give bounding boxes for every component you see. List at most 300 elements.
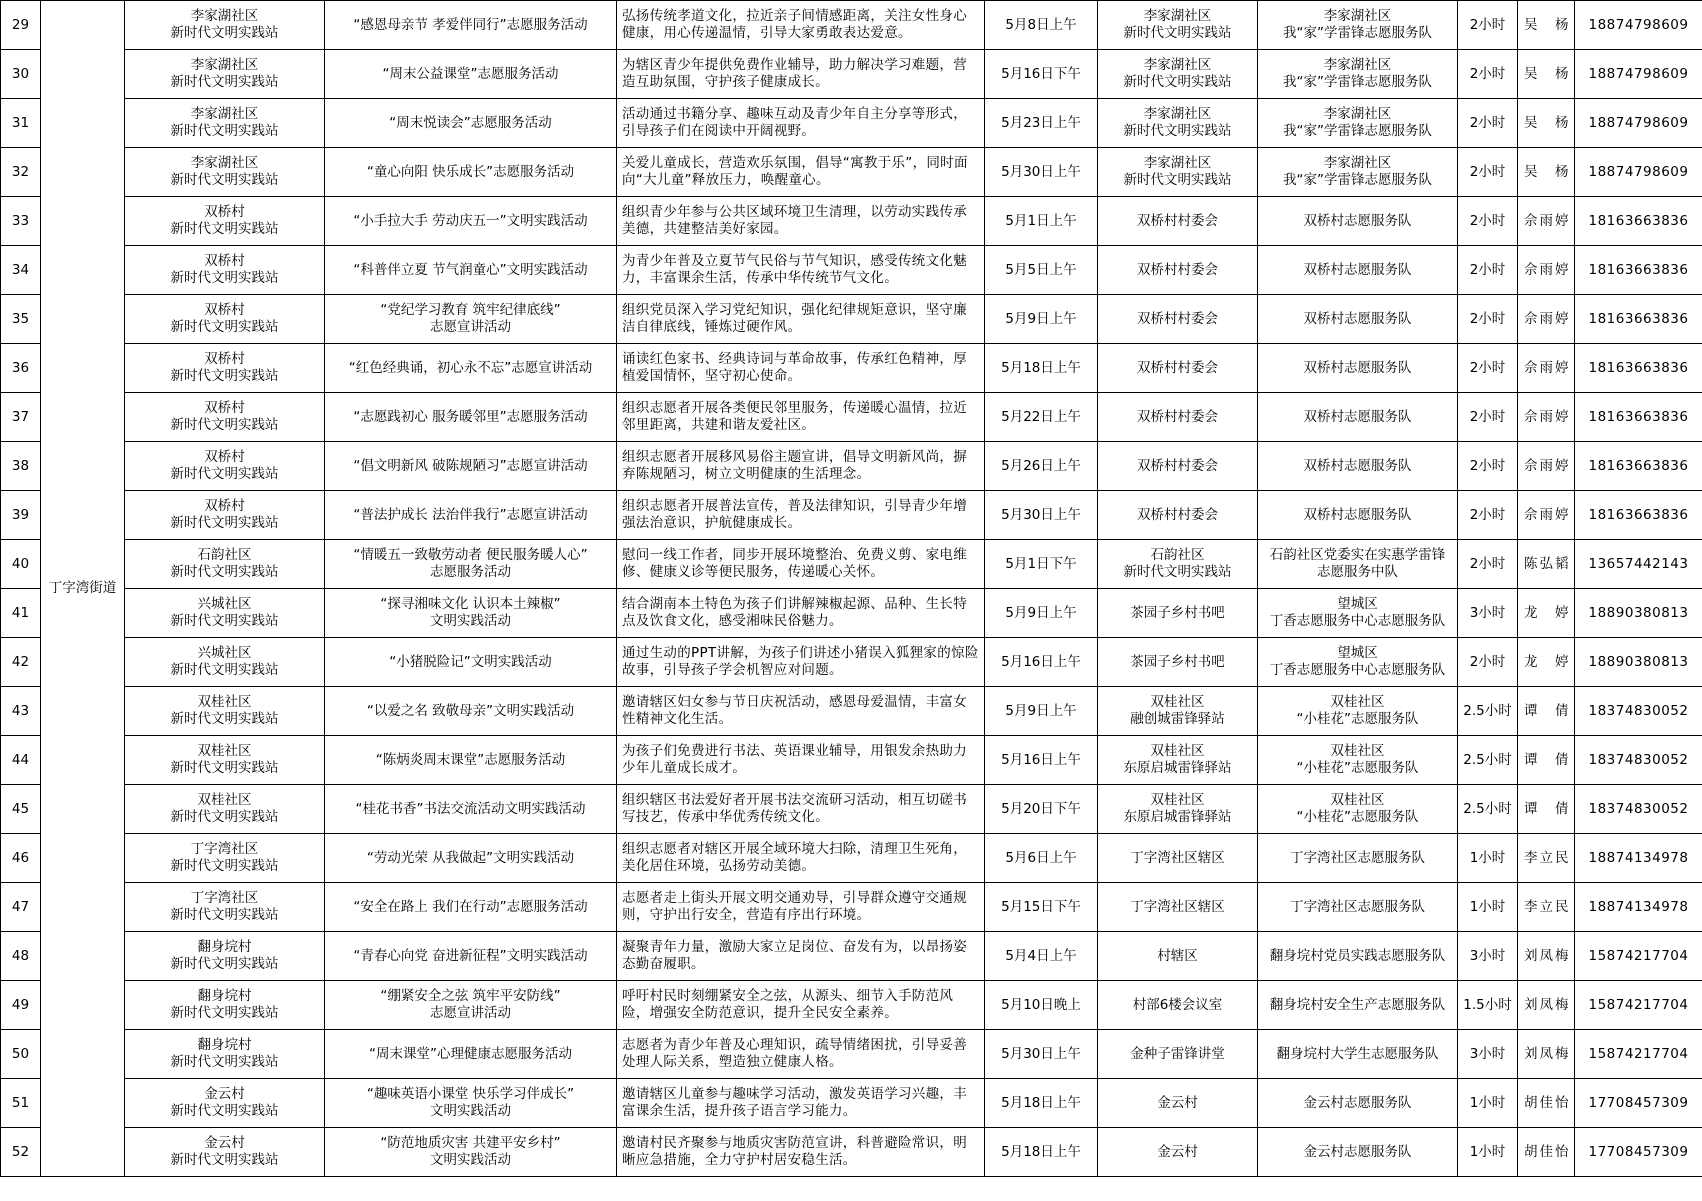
activity-name-cell bbox=[325, 197, 617, 246]
activity-place-line: 双桥村村委会 bbox=[1137, 310, 1218, 327]
activity-name-line: “小手拉大手 劳动庆五一”文明实践活动 bbox=[353, 212, 588, 229]
practice-site-line: 丁字湾社区 bbox=[190, 890, 259, 906]
contact-phone-cell: 18874134978 bbox=[1575, 834, 1702, 883]
contact-phone-cell: 17708457309 bbox=[1575, 1128, 1702, 1177]
practice-site-line: 新时代文明实践站 bbox=[170, 1054, 279, 1070]
practice-site-line: 新时代文明实践站 bbox=[170, 564, 279, 580]
practice-site-line: 翻身垸村 bbox=[197, 939, 252, 955]
activity-name-cell bbox=[325, 1128, 617, 1177]
contact-phone-cell: 18163663836 bbox=[1575, 246, 1702, 295]
activity-time-cell: 5月9日上午 bbox=[985, 687, 1098, 736]
volunteer-team-line: 李家湖社区 bbox=[1323, 57, 1392, 73]
practice-site-cell bbox=[125, 1030, 325, 1079]
activity-time-cell: 5月26日上午 bbox=[985, 442, 1098, 491]
activity-place-cell bbox=[1098, 197, 1258, 246]
contact-phone-cell: 18874134978 bbox=[1575, 883, 1702, 932]
table-row bbox=[1, 785, 1702, 834]
practice-site-line: 新时代文明实践站 bbox=[170, 1005, 279, 1021]
activity-place-line: 金云村 bbox=[1157, 1094, 1198, 1111]
row-number-cell: 32 bbox=[1, 148, 41, 197]
contact-phone-cell: 18374830052 bbox=[1575, 736, 1702, 785]
volunteer-team-cell bbox=[1258, 687, 1458, 736]
duration-cell: 3小时 bbox=[1458, 1030, 1518, 1079]
practice-site-line: 新时代文明实践站 bbox=[170, 466, 279, 482]
activity-name-cell bbox=[325, 687, 617, 736]
row-number-cell: 36 bbox=[1, 344, 41, 393]
activity-place-line: 双桂社区 bbox=[1150, 694, 1205, 710]
practice-site-cell bbox=[125, 393, 325, 442]
practice-site-cell bbox=[125, 99, 325, 148]
practice-site-line: 翻身垸村 bbox=[197, 1037, 252, 1053]
activity-description-cell: 志愿者为青少年普及心理知识，疏导情绪困扰，引导妥善处理人际关系，塑造独立健康人格。 bbox=[617, 1030, 985, 1079]
activity-place-line: 李家湖社区 bbox=[1143, 106, 1212, 122]
practice-site-cell bbox=[125, 246, 325, 295]
practice-site-cell bbox=[125, 197, 325, 246]
practice-site-cell bbox=[125, 785, 325, 834]
activity-name-cell bbox=[325, 1, 617, 50]
duration-cell: 1小时 bbox=[1458, 883, 1518, 932]
activity-name-line: 志愿服务活动 bbox=[430, 564, 511, 580]
volunteer-team-cell bbox=[1258, 1128, 1458, 1177]
row-number-cell: 42 bbox=[1, 638, 41, 687]
activity-place-cell bbox=[1098, 1079, 1258, 1128]
activity-place-line: 李家湖社区 bbox=[1143, 57, 1212, 73]
practice-site-line: 新时代文明实践站 bbox=[170, 760, 279, 776]
activity-place-line: 东原启城雷锋驿站 bbox=[1123, 760, 1232, 776]
practice-site-cell bbox=[125, 883, 325, 932]
practice-site-line: 双桂社区 bbox=[197, 694, 252, 710]
contact-phone-cell: 18890380813 bbox=[1575, 638, 1702, 687]
activity-name-cell bbox=[325, 834, 617, 883]
activity-name-line: 志愿宣讲活动 bbox=[430, 1005, 511, 1021]
table-row bbox=[1, 246, 1702, 295]
table-row bbox=[1, 932, 1702, 981]
activity-description-cell: 邀请辖区妇女参与节日庆祝活动，感恩母爱温情，丰富女性精神文化生活。 bbox=[617, 687, 985, 736]
practice-site-line: 李家湖社区 bbox=[190, 155, 259, 171]
duration-cell: 2.5小时 bbox=[1458, 687, 1518, 736]
practice-site-line: 兴城社区 bbox=[197, 596, 252, 612]
activity-place-line: 双桂社区 bbox=[1150, 743, 1205, 759]
contact-person-cell: 谭 倩 bbox=[1518, 736, 1575, 785]
practice-site-line: 双桥村 bbox=[204, 449, 245, 465]
practice-site-cell bbox=[125, 932, 325, 981]
activity-place-line: 丁字湾社区辖区 bbox=[1130, 849, 1225, 866]
activity-place-cell bbox=[1098, 50, 1258, 99]
contact-phone-cell: 18163663836 bbox=[1575, 295, 1702, 344]
contact-person-cell: 佘雨婷 bbox=[1518, 295, 1575, 344]
activity-time-cell: 5月16日上午 bbox=[985, 736, 1098, 785]
activity-place-cell bbox=[1098, 442, 1258, 491]
activity-description-cell: 呼吁村民时刻绷紧安全之弦，从源头、细节入手防范风险，增强安全防范意识，提升全民安全素养。 bbox=[617, 981, 985, 1030]
contact-person-cell: 胡佳怡 bbox=[1518, 1128, 1575, 1177]
activity-name-line: “趣味英语小课堂 快乐学习伴成长” bbox=[366, 1086, 575, 1102]
volunteer-team-line: 李家湖社区 bbox=[1323, 155, 1392, 171]
volunteer-team-cell bbox=[1258, 540, 1458, 589]
volunteer-team-cell bbox=[1258, 883, 1458, 932]
activity-place-cell bbox=[1098, 1, 1258, 50]
volunteer-team-cell bbox=[1258, 393, 1458, 442]
practice-site-line: 新时代文明实践站 bbox=[170, 858, 279, 874]
table-row bbox=[1, 295, 1702, 344]
contact-person-cell: 胡佳怡 bbox=[1518, 1079, 1575, 1128]
volunteer-team-cell bbox=[1258, 981, 1458, 1030]
row-number-cell: 50 bbox=[1, 1030, 41, 1079]
practice-site-line: 新时代文明实践站 bbox=[170, 417, 279, 433]
activity-time-cell: 5月18日上午 bbox=[985, 1128, 1098, 1177]
row-number-cell: 47 bbox=[1, 883, 41, 932]
activity-time-cell: 5月1日下午 bbox=[985, 540, 1098, 589]
volunteer-team-line: 望城区 bbox=[1337, 596, 1378, 612]
activity-time-cell: 5月4日上午 bbox=[985, 932, 1098, 981]
activity-place-line: 丁字湾社区辖区 bbox=[1130, 898, 1225, 915]
practice-site-cell bbox=[125, 344, 325, 393]
activity-name-line: “绷紧安全之弦 筑牢平安防线” bbox=[380, 988, 561, 1004]
row-number-cell: 35 bbox=[1, 295, 41, 344]
activity-name-cell bbox=[325, 295, 617, 344]
practice-site-line: 新时代文明实践站 bbox=[170, 368, 279, 384]
volunteer-team-line: “小桂花”志愿服务队 bbox=[1296, 711, 1419, 727]
contact-phone-cell: 15874217704 bbox=[1575, 1030, 1702, 1079]
practice-site-line: 双桂社区 bbox=[197, 743, 252, 759]
practice-site-cell bbox=[125, 540, 325, 589]
activity-time-cell: 5月23日上午 bbox=[985, 99, 1098, 148]
practice-site-line: 石韵社区 bbox=[197, 547, 252, 563]
table-row bbox=[1, 99, 1702, 148]
contact-person-cell: 佘雨婷 bbox=[1518, 246, 1575, 295]
volunteer-team-line: 双桥村志愿服务队 bbox=[1303, 457, 1412, 474]
practice-site-line: 新时代文明实践站 bbox=[170, 74, 279, 90]
practice-site-cell bbox=[125, 442, 325, 491]
row-number-cell: 38 bbox=[1, 442, 41, 491]
contact-phone-cell: 18163663836 bbox=[1575, 491, 1702, 540]
row-number-cell: 48 bbox=[1, 932, 41, 981]
practice-site-cell bbox=[125, 491, 325, 540]
activity-description-cell: 诵读红色家书、经典诗词与革命故事，传承红色精神，厚植爱国情怀，坚守初心使命。 bbox=[617, 344, 985, 393]
contact-phone-cell: 18374830052 bbox=[1575, 785, 1702, 834]
contact-phone-cell: 18163663836 bbox=[1575, 442, 1702, 491]
activity-place-cell bbox=[1098, 148, 1258, 197]
volunteer-team-line: 我“家”学雷锋志愿服务队 bbox=[1283, 123, 1432, 139]
volunteer-team-line: 双桥村志愿服务队 bbox=[1303, 212, 1412, 229]
activity-place-cell bbox=[1098, 393, 1258, 442]
contact-person-cell: 吴 杨 bbox=[1518, 99, 1575, 148]
row-number-cell: 46 bbox=[1, 834, 41, 883]
row-number-cell: 33 bbox=[1, 197, 41, 246]
activity-name-cell bbox=[325, 785, 617, 834]
activity-description-cell: 慰问一线工作者，同步开展环境整治、免费义剪、家电维修、健康义诊等便民服务，传递暖心关怀。 bbox=[617, 540, 985, 589]
contact-person-cell: 佘雨婷 bbox=[1518, 344, 1575, 393]
practice-site-cell bbox=[125, 834, 325, 883]
activity-place-cell bbox=[1098, 344, 1258, 393]
activity-place-line: 双桥村村委会 bbox=[1137, 212, 1218, 229]
practice-site-line: 新时代文明实践站 bbox=[170, 221, 279, 237]
activity-name-cell bbox=[325, 540, 617, 589]
practice-site-line: 新时代文明实践站 bbox=[170, 907, 279, 923]
activity-description-cell: 组织青少年参与公共区域环境卫生清理，以劳动实践传承美德，共建整洁美好家园。 bbox=[617, 197, 985, 246]
volunteer-team-line: 李家湖社区 bbox=[1323, 8, 1392, 24]
duration-cell: 2小时 bbox=[1458, 246, 1518, 295]
activity-name-line: “红色经典诵，初心永不忘”志愿宣讲活动 bbox=[348, 359, 593, 376]
table-body bbox=[1, 1, 1702, 1177]
volunteer-team-line: 翻身垸村大学生志愿服务队 bbox=[1276, 1045, 1439, 1062]
table-row bbox=[1, 50, 1702, 99]
duration-cell: 1.5小时 bbox=[1458, 981, 1518, 1030]
activity-name-line: “党纪学习教育 筑牢纪律底线” bbox=[380, 302, 561, 318]
volunteer-team-line: 李家湖社区 bbox=[1323, 106, 1392, 122]
volunteer-team-cell bbox=[1258, 442, 1458, 491]
activity-place-cell bbox=[1098, 491, 1258, 540]
table-row bbox=[1, 1079, 1702, 1128]
activity-place-cell bbox=[1098, 883, 1258, 932]
activity-name-cell bbox=[325, 932, 617, 981]
volunteer-team-line: 双桥村志愿服务队 bbox=[1303, 310, 1412, 327]
practice-site-line: 双桥村 bbox=[204, 498, 245, 514]
table-row bbox=[1, 1128, 1702, 1177]
contact-phone-cell: 15874217704 bbox=[1575, 981, 1702, 1030]
activity-description-cell: 邀请辖区儿童参与趣味学习活动，激发英语学习兴趣，丰富课余生活，提升孩子语言学习能力。 bbox=[617, 1079, 985, 1128]
activity-place-line: 茶园子乡村书吧 bbox=[1130, 604, 1225, 621]
activity-place-line: 新时代文明实践站 bbox=[1123, 25, 1232, 41]
row-number-cell: 29 bbox=[1, 1, 41, 50]
activity-time-cell: 5月30日上午 bbox=[985, 1030, 1098, 1079]
volunteer-team-line: “小桂花”志愿服务队 bbox=[1296, 809, 1419, 825]
volunteer-team-cell bbox=[1258, 834, 1458, 883]
activity-place-line: 石韵社区 bbox=[1150, 547, 1205, 563]
activity-place-line: 双桥村村委会 bbox=[1137, 506, 1218, 523]
volunteer-team-cell bbox=[1258, 246, 1458, 295]
activity-name-line: 志愿宣讲活动 bbox=[430, 319, 511, 335]
contact-person-cell: 吴 杨 bbox=[1518, 148, 1575, 197]
duration-cell: 1小时 bbox=[1458, 1128, 1518, 1177]
contact-phone-cell: 18163663836 bbox=[1575, 344, 1702, 393]
activity-place-cell bbox=[1098, 736, 1258, 785]
volunteer-team-cell bbox=[1258, 1079, 1458, 1128]
row-number-cell: 51 bbox=[1, 1079, 41, 1128]
activity-name-cell bbox=[325, 491, 617, 540]
table-row bbox=[1, 148, 1702, 197]
row-number-cell: 39 bbox=[1, 491, 41, 540]
practice-site-line: 兴城社区 bbox=[197, 645, 252, 661]
activity-description-cell: 关爱儿童成长，营造欢乐氛围，倡导“寓教于乐”，同时面向“大儿童”释放压力，唤醒童心。 bbox=[617, 148, 985, 197]
practice-site-cell bbox=[125, 687, 325, 736]
activity-name-cell bbox=[325, 883, 617, 932]
practice-site-line: 双桥村 bbox=[204, 204, 245, 220]
activity-name-line: “童心向阳 快乐成长”志愿服务活动 bbox=[366, 163, 575, 180]
table-row bbox=[1, 491, 1702, 540]
volunteer-team-line: 丁香志愿服务中心志愿服务队 bbox=[1269, 662, 1446, 678]
activity-place-cell bbox=[1098, 1128, 1258, 1177]
activity-place-line: 村部6楼会议室 bbox=[1132, 996, 1223, 1013]
activity-time-cell: 5月16日上午 bbox=[985, 638, 1098, 687]
activity-time-cell: 5月5日上午 bbox=[985, 246, 1098, 295]
practice-site-line: 翻身垸村 bbox=[197, 988, 252, 1004]
activity-name-line: “情暖五一致敬劳动者 便民服务暖人心” bbox=[353, 547, 588, 563]
activity-name-line: “探寻湘味文化 认识本土辣椒” bbox=[380, 596, 561, 612]
volunteer-team-line: “小桂花”志愿服务队 bbox=[1296, 760, 1419, 776]
activity-name-cell bbox=[325, 246, 617, 295]
practice-site-line: 新时代文明实践站 bbox=[170, 809, 279, 825]
duration-cell: 3小时 bbox=[1458, 932, 1518, 981]
activity-place-cell bbox=[1098, 99, 1258, 148]
activity-name-cell bbox=[325, 736, 617, 785]
practice-site-cell bbox=[125, 589, 325, 638]
contact-person-cell: 佘雨婷 bbox=[1518, 491, 1575, 540]
table-row bbox=[1, 834, 1702, 883]
activity-name-line: “周末悦读会”志愿服务活动 bbox=[389, 114, 552, 131]
duration-cell: 2小时 bbox=[1458, 393, 1518, 442]
contact-person-cell: 佘雨婷 bbox=[1518, 393, 1575, 442]
table-row bbox=[1, 883, 1702, 932]
activity-name-line: “陈炳炎周末课堂”志愿服务活动 bbox=[375, 751, 566, 768]
volunteer-team-cell bbox=[1258, 1030, 1458, 1079]
activity-place-line: 双桂社区 bbox=[1150, 792, 1205, 808]
volunteer-team-cell bbox=[1258, 1, 1458, 50]
practice-site-line: 新时代文明实践站 bbox=[170, 1152, 279, 1168]
activity-place-line: 金云村 bbox=[1157, 1143, 1198, 1160]
volunteer-team-line: 我“家”学雷锋志愿服务队 bbox=[1283, 25, 1432, 41]
volunteer-team-line: 双桥村志愿服务队 bbox=[1303, 261, 1412, 278]
contact-phone-cell: 18874798609 bbox=[1575, 148, 1702, 197]
activity-description-cell: 组织党员深入学习党纪知识，强化纪律规矩意识，坚守廉洁自律底线，锤炼过硬作风。 bbox=[617, 295, 985, 344]
volunteer-team-cell bbox=[1258, 148, 1458, 197]
practice-site-line: 新时代文明实践站 bbox=[170, 25, 279, 41]
table-row bbox=[1, 344, 1702, 393]
duration-cell: 1小时 bbox=[1458, 1079, 1518, 1128]
activity-place-cell bbox=[1098, 589, 1258, 638]
volunteer-team-cell bbox=[1258, 197, 1458, 246]
volunteer-team-cell bbox=[1258, 99, 1458, 148]
practice-site-line: 李家湖社区 bbox=[190, 8, 259, 24]
table-row bbox=[1, 197, 1702, 246]
duration-cell: 2小时 bbox=[1458, 540, 1518, 589]
practice-site-cell bbox=[125, 148, 325, 197]
volunteer-team-line: 双桂社区 bbox=[1330, 792, 1385, 808]
volunteer-team-line: 石韵社区党委实在实惠学雷锋 bbox=[1269, 547, 1446, 563]
activity-place-line: 双桥村村委会 bbox=[1137, 261, 1218, 278]
activity-name-cell bbox=[325, 393, 617, 442]
activity-name-cell bbox=[325, 638, 617, 687]
practice-site-cell bbox=[125, 638, 325, 687]
activity-description-cell: 邀请村民齐聚参与地质灾害防范宣讲，科普避险常识，明晰应急措施，全力守护村居安稳生活。 bbox=[617, 1128, 985, 1177]
activity-name-line: 文明实践活动 bbox=[430, 1103, 511, 1119]
contact-phone-cell: 15874217704 bbox=[1575, 932, 1702, 981]
practice-site-cell bbox=[125, 1128, 325, 1177]
activity-place-cell bbox=[1098, 295, 1258, 344]
activity-name-cell bbox=[325, 442, 617, 491]
activity-name-line: “普法护成长 法治伴我行”志愿宣讲活动 bbox=[353, 506, 588, 523]
activity-description-cell: 为青少年普及立夏节气民俗与节气知识，感受传统文化魅力，丰富课余生活，传承中华传统节气文化。 bbox=[617, 246, 985, 295]
activity-name-line: “感恩母亲节 孝爱伴同行”志愿服务活动 bbox=[353, 16, 588, 33]
row-number-cell: 34 bbox=[1, 246, 41, 295]
practice-site-line: 新时代文明实践站 bbox=[170, 1103, 279, 1119]
activity-name-cell bbox=[325, 50, 617, 99]
practice-site-line: 丁字湾社区 bbox=[190, 841, 259, 857]
volunteer-team-line: 丁字湾社区志愿服务队 bbox=[1290, 898, 1425, 915]
duration-cell: 2小时 bbox=[1458, 295, 1518, 344]
volunteer-team-cell bbox=[1258, 932, 1458, 981]
practice-site-cell bbox=[125, 981, 325, 1030]
activity-description-cell: 活动通过书籍分享、趣味互动及青少年自主分享等形式，引导孩子们在阅读中开阔视野。 bbox=[617, 99, 985, 148]
practice-site-cell bbox=[125, 1079, 325, 1128]
contact-phone-cell: 18874798609 bbox=[1575, 99, 1702, 148]
contact-phone-cell: 18874798609 bbox=[1575, 1, 1702, 50]
table-row bbox=[1, 540, 1702, 589]
volunteer-team-line: 双桥村志愿服务队 bbox=[1303, 506, 1412, 523]
table-row bbox=[1, 638, 1702, 687]
table-row bbox=[1, 442, 1702, 491]
contact-person-cell: 刘凤梅 bbox=[1518, 1030, 1575, 1079]
activity-name-line: 文明实践活动 bbox=[430, 1152, 511, 1168]
volunteer-team-line: 丁香志愿服务中心志愿服务队 bbox=[1269, 613, 1446, 629]
contact-phone-cell: 18163663836 bbox=[1575, 393, 1702, 442]
practice-site-line: 新时代文明实践站 bbox=[170, 662, 279, 678]
activity-place-line: 融创城雷锋驿站 bbox=[1130, 711, 1225, 727]
activity-place-line: 茶园子乡村书吧 bbox=[1130, 653, 1225, 670]
duration-cell: 2小时 bbox=[1458, 1, 1518, 50]
activity-description-cell: 志愿者走上街头开展文明交通劝导，引导群众遵守交通规则，守护出行安全，营造有序出行环境。 bbox=[617, 883, 985, 932]
activity-name-line: “安全在路上 我们在行动”志愿服务活动 bbox=[353, 898, 588, 915]
duration-cell: 2小时 bbox=[1458, 638, 1518, 687]
table-row bbox=[1, 687, 1702, 736]
volunteer-team-line: 金云村志愿服务队 bbox=[1303, 1094, 1412, 1111]
activity-name-line: “以爱之名 致敬母亲”文明实践活动 bbox=[366, 702, 575, 719]
activity-description-cell: 弘扬传统孝道文化，拉近亲子间情感距离，关注女性身心健康，用心传递温情，引导大家勇敢表达爱意。 bbox=[617, 1, 985, 50]
volunteer-team-line: 金云村志愿服务队 bbox=[1303, 1143, 1412, 1160]
activity-place-line: 村辖区 bbox=[1157, 947, 1198, 964]
activity-time-cell: 5月18日上午 bbox=[985, 344, 1098, 393]
volunteer-team-line: 翻身垸村安全生产志愿服务队 bbox=[1269, 996, 1446, 1013]
practice-site-cell bbox=[125, 1, 325, 50]
activity-name-cell bbox=[325, 344, 617, 393]
activity-name-line: “科普伴立夏 节气润童心”文明实践活动 bbox=[353, 261, 588, 278]
activity-time-cell: 5月10日晚上 bbox=[985, 981, 1098, 1030]
activity-name-line: “桂花书香”书法交流活动文明实践活动 bbox=[355, 800, 586, 817]
activity-place-line: 金种子雷锋讲堂 bbox=[1130, 1045, 1225, 1062]
practice-site-line: 李家湖社区 bbox=[190, 57, 259, 73]
activity-description-cell: 组织辖区书法爱好者开展书法交流研习活动，相互切磋书写技艺，传承中华优秀传统文化。 bbox=[617, 785, 985, 834]
contact-phone-cell: 13657442143 bbox=[1575, 540, 1702, 589]
volunteer-team-line: 双桂社区 bbox=[1330, 694, 1385, 710]
row-number-cell: 43 bbox=[1, 687, 41, 736]
table-row bbox=[1, 1030, 1702, 1079]
activity-name-cell bbox=[325, 981, 617, 1030]
volunteer-team-cell bbox=[1258, 50, 1458, 99]
volunteer-team-cell bbox=[1258, 785, 1458, 834]
activity-place-line: 李家湖社区 bbox=[1143, 8, 1212, 24]
volunteer-team-line: 我“家”学雷锋志愿服务队 bbox=[1283, 172, 1432, 188]
practice-site-cell bbox=[125, 295, 325, 344]
volunteer-team-line: 望城区 bbox=[1337, 645, 1378, 661]
activity-description-cell: 通过生动的PPT讲解，为孩子们讲述小猪误入狐狸家的惊险故事，引导孩子学会机智应对问题。 bbox=[617, 638, 985, 687]
contact-person-cell: 李立民 bbox=[1518, 834, 1575, 883]
activity-description-cell: 组织志愿者对辖区开展全域环境大扫除，清理卫生死角，美化居住环境，弘扬劳动美德。 bbox=[617, 834, 985, 883]
activity-name-line: “小猪脱险记”文明实践活动 bbox=[389, 653, 552, 670]
contact-person-cell: 佘雨婷 bbox=[1518, 197, 1575, 246]
practice-site-line: 新时代文明实践站 bbox=[170, 123, 279, 139]
practice-site-line: 双桂社区 bbox=[197, 792, 252, 808]
practice-site-cell bbox=[125, 50, 325, 99]
activity-place-cell bbox=[1098, 246, 1258, 295]
row-number-cell: 30 bbox=[1, 50, 41, 99]
activity-name-line: “志愿践初心 服务暖邻里”志愿服务活动 bbox=[353, 408, 588, 425]
activity-name-cell bbox=[325, 1079, 617, 1128]
duration-cell: 1小时 bbox=[1458, 834, 1518, 883]
volunteer-team-cell bbox=[1258, 589, 1458, 638]
activity-name-line: 文明实践活动 bbox=[430, 613, 511, 629]
contact-person-cell: 刘凤梅 bbox=[1518, 981, 1575, 1030]
row-number-cell: 44 bbox=[1, 736, 41, 785]
volunteer-team-line: 翻身垸村党员实践志愿服务队 bbox=[1269, 947, 1446, 964]
